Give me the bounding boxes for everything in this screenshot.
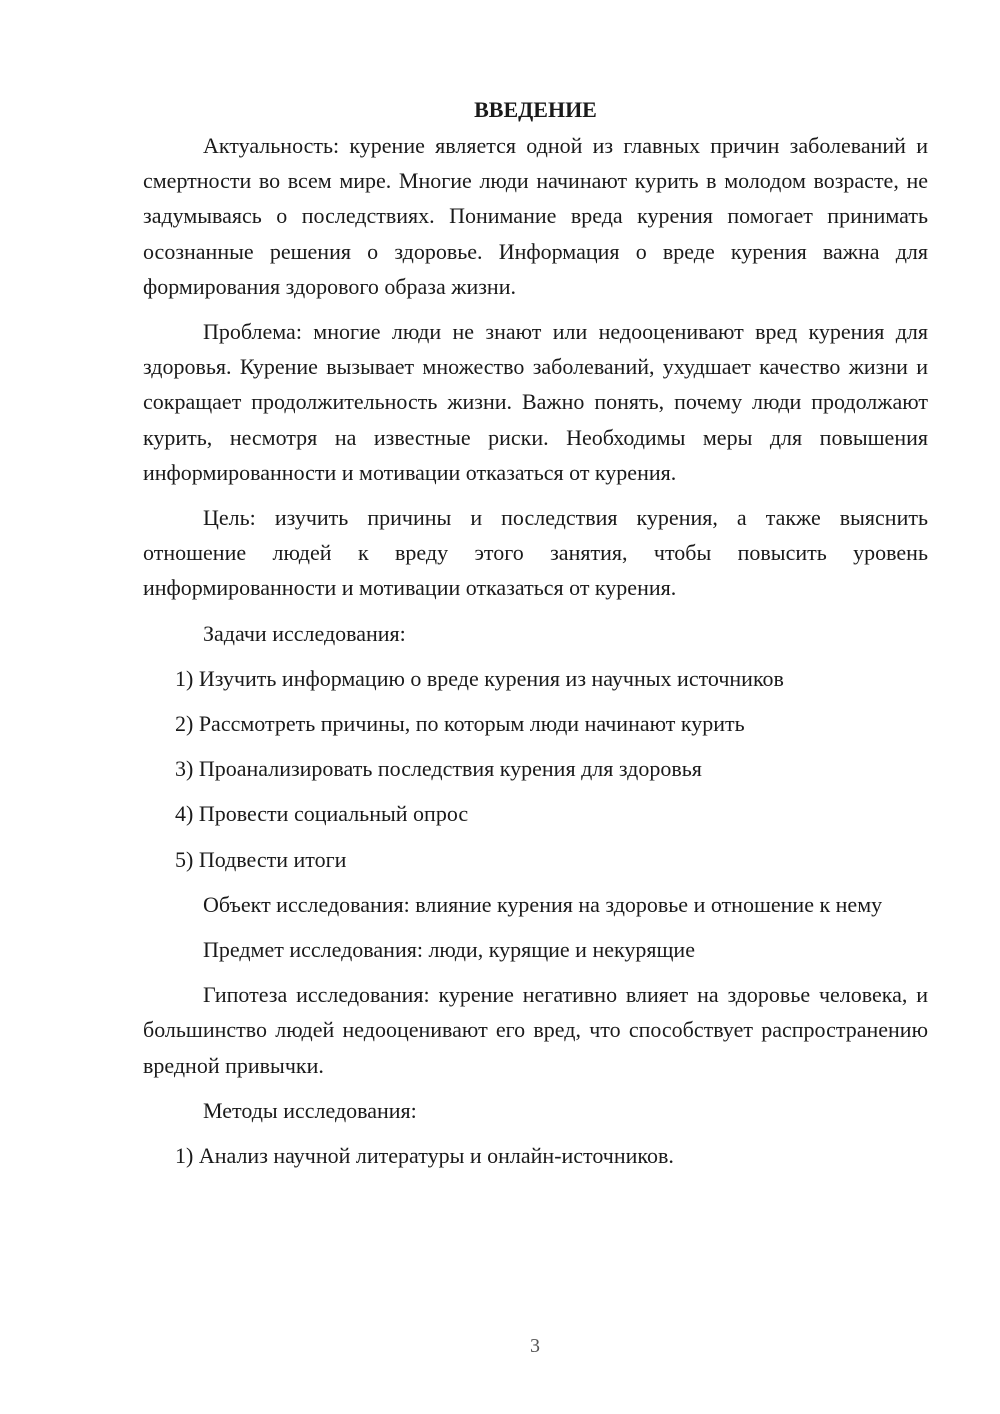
task-item-2: 2) Рассмотреть причины, по которым люди начинают курить	[175, 711, 745, 737]
task-item-4: 4) Провести социальный опрос	[175, 801, 469, 827]
paragraph-subject: Предмет исследования: люди, курящие и некурящие	[203, 937, 695, 963]
paragraph-relevance: Актуальность: курение является одной из главных причин заболеваний и смертности во всем мире. Многие люди начинают курить в молодом возрасте, не задумываясь о последствиях. Понимание вреда курения помогает принимать осознанные решения о здоровье. Информация о вреде курения важна для формирования здорового образа жизни.	[143, 133, 928, 299]
method-item-1: 1) Анализ научной литературы и онлайн-источников.	[175, 1143, 674, 1169]
tasks-heading: Задачи исследования:	[203, 620, 406, 646]
paragraph-object: Объект исследования: влияние курения на здоровье и отношение к нему	[203, 891, 883, 917]
paragraph-goal: Цель: изучить причины и последствия курения, а также выяснить отношение людей к вреду этого занятия, чтобы повысить уровень информированности и мотивации отказаться от курения.	[143, 505, 928, 601]
task-item-3: 3) Проанализировать последствия курения для здоровья	[175, 756, 702, 782]
document-page	[143, 94, 928, 1183]
section-title: ВВЕДЕНИЕ	[474, 97, 597, 122]
methods-heading: Методы исследования:	[203, 1097, 417, 1123]
page-number: 3	[530, 1335, 540, 1357]
paragraph-hypothesis: Гипотеза исследования: курение негативно влияет на здоровье человека, и большинство людей недооценивают его вред, что способствует распространению вредной привычки.	[143, 982, 928, 1078]
task-item-1: 1) Изучить информацию о вреде курения из научных источников	[175, 665, 784, 691]
paragraph-problem: Проблема: многие люди не знают или недооценивают вред курения для здоровья. Курение вызывает множество заболеваний, ухудшает качество жизни и сокращает продолжительность жизни. Важно понять, почему люди продолжают курить, несмотря на известные риски. Необходимы меры для повышения информированности и мотивации отказаться от курения.	[143, 319, 928, 485]
task-item-5: 5) Подвести итоги	[175, 846, 347, 872]
